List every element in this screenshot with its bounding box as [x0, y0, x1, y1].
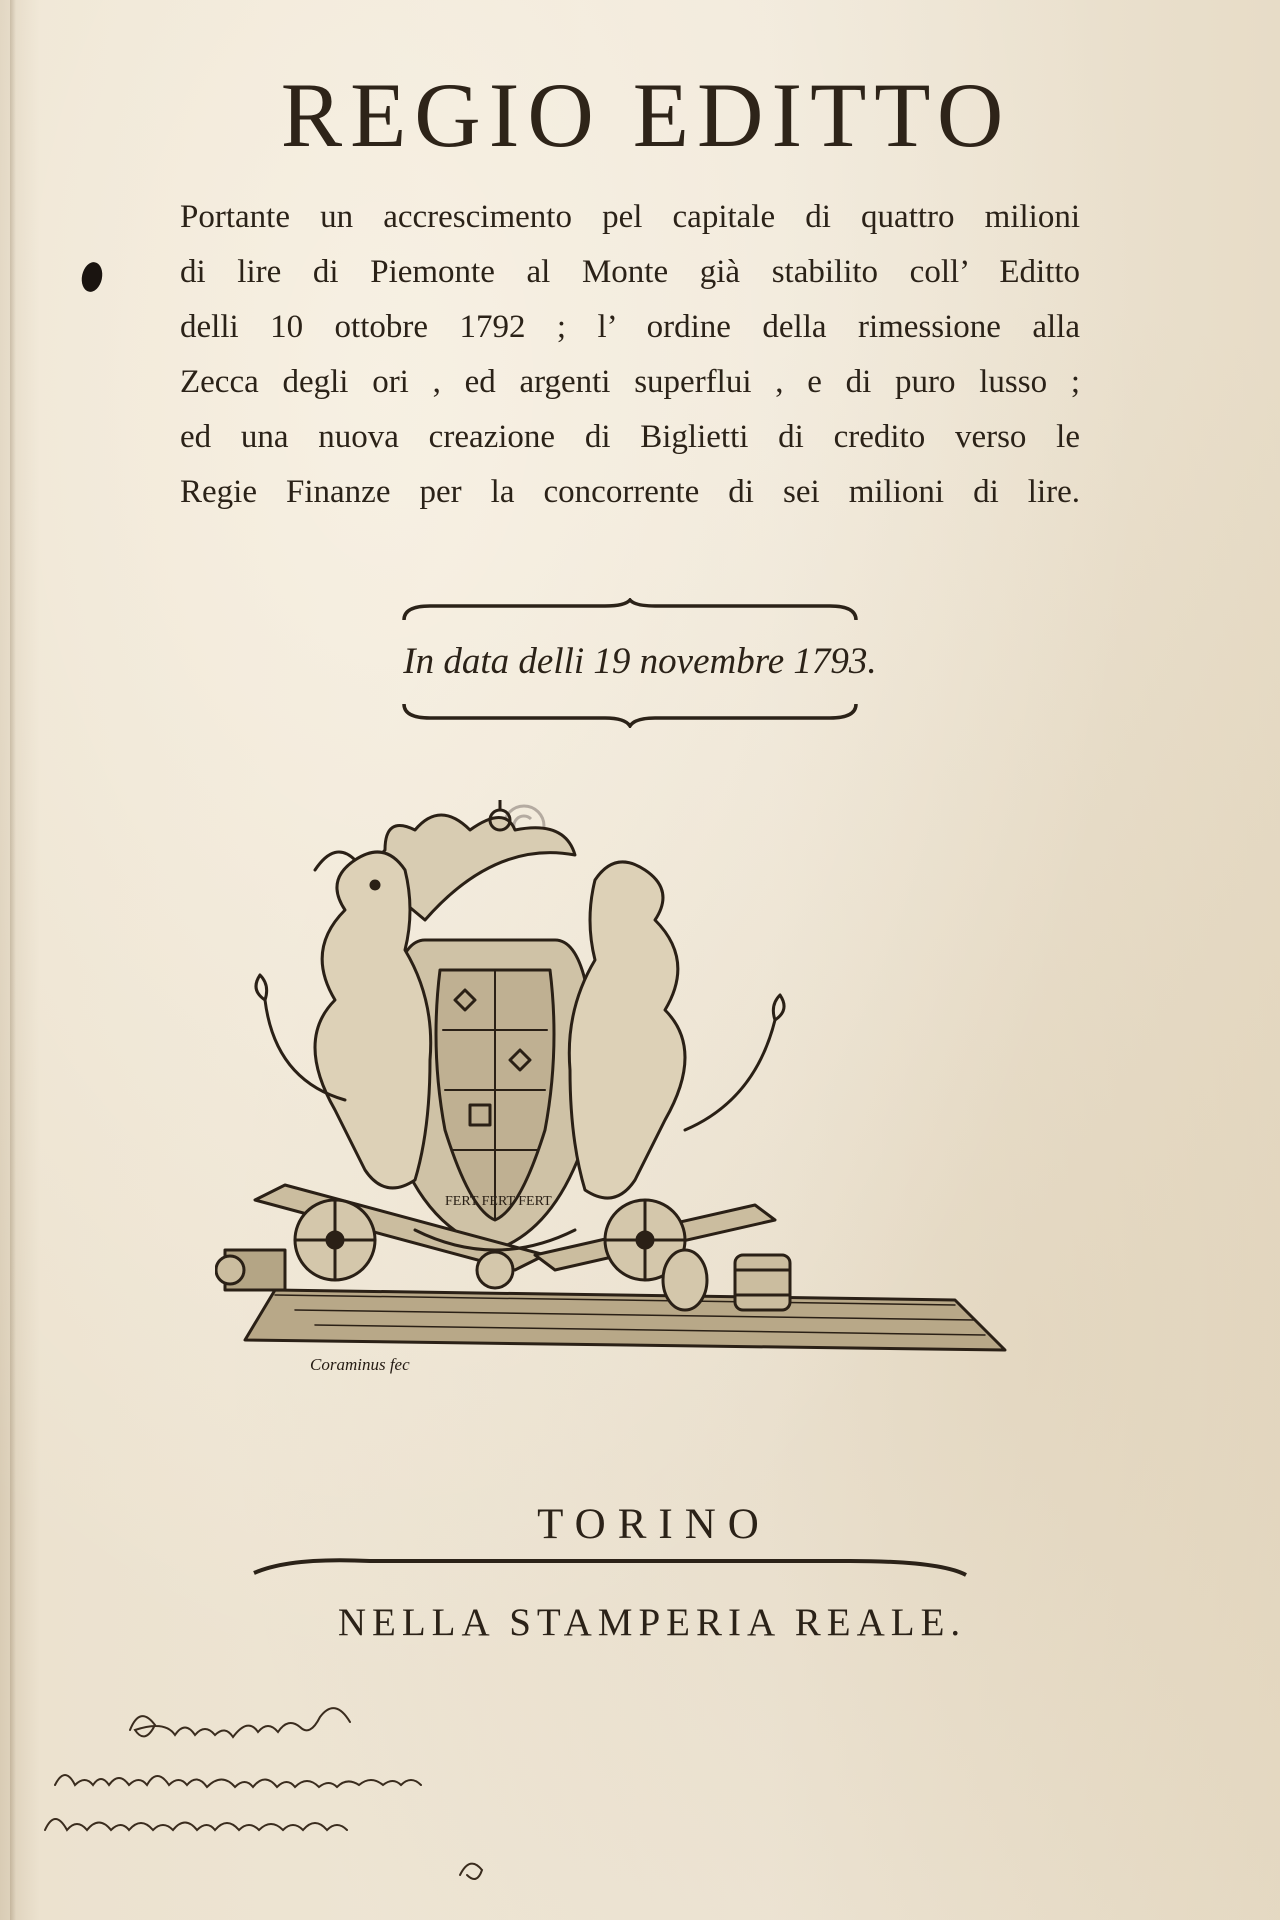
- decorative-rule: [250, 1555, 970, 1579]
- issue-date: In data delli 19 novembre 1793.: [403, 641, 877, 682]
- subtitle-line: Portante un accrescimento pel capitale di quattro milioni: [180, 199, 1080, 235]
- engraver-credit: Coraminus fec: [310, 1355, 410, 1374]
- subtitle-line: Zecca degli ori , ed argenti superflui , e di puro lusso ;: [180, 364, 1080, 400]
- ornamental-brace-top: [400, 598, 860, 628]
- subtitle-line: di lire di Piemonte al Monte già stabilito coll’ Editto: [180, 254, 1080, 290]
- imprint-city: TORINO: [537, 1501, 771, 1548]
- ornamental-brace-bottom: [400, 698, 860, 728]
- subtitle-line: ed una nuova creazione di Biglietti di credito verso le: [180, 419, 1080, 455]
- handwritten-annotation: [40, 1690, 600, 1890]
- subtitle-line: Regie Finanze per la concorrente di sei milioni di lire.: [180, 474, 1080, 510]
- subtitle-line: delli 10 ottobre 1792 ; l’ ordine della rimessione alla: [180, 309, 1080, 345]
- ink-blot: [79, 260, 105, 294]
- coat-of-arms-icon: [215, 800, 1015, 1420]
- imprint-printer: NELLA STAMPERIA REALE.: [337, 1601, 967, 1644]
- motto-band-text: FERT FERT FERT: [445, 1194, 552, 1209]
- document-subtitle: [180, 190, 1080, 520]
- document-title: REGIO EDITTO: [280, 64, 1012, 166]
